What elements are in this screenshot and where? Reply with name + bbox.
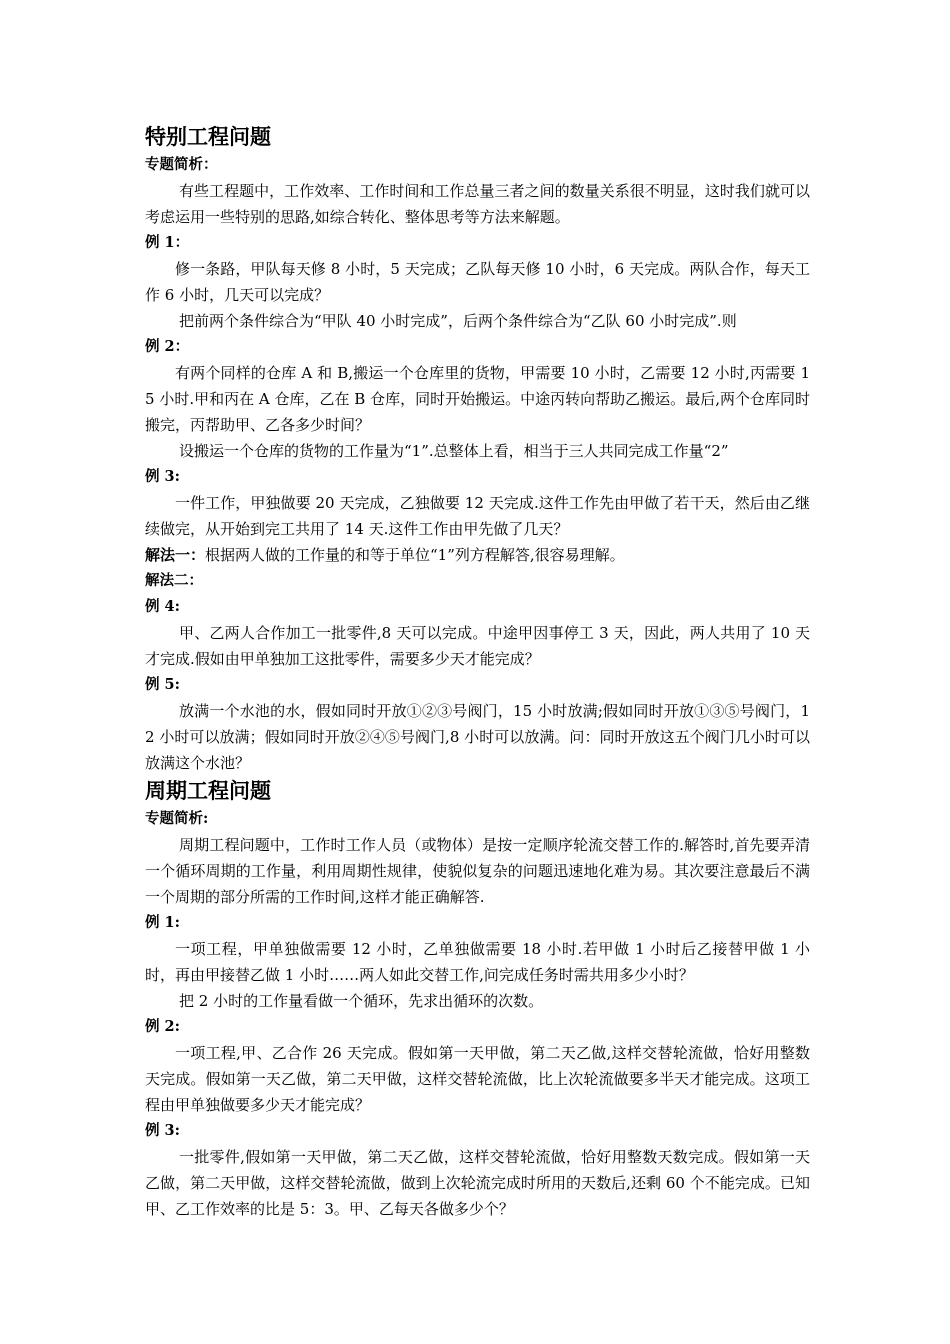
example-5-text: 放满一个水池的水，假如同时开放①②③号阀门，15 小时放满;假如同时开放①③⑤号阀门，12 小时可以放满；假如同时开放②④⑤号阀门,8 小时可以放满。问：同时开放这五个阀门几小时可以放满这个水池？ (145, 702, 810, 772)
example-5-label: 例 5: (145, 676, 180, 693)
periodic-analysis-text: 周期工程问题中，工作时工作人员（或物体）是按一定顺序轮流交替工作的.解答时,首先要弄清一个循环周期的工作量，利用周期性规律，使貌似复杂的问题迅速地化难为易。其次要注意最后不满一个周期的部分所需的工作时间,这样才能正确解答. (145, 836, 810, 906)
example-3-text: 一件工作，甲独做要 20 天完成，乙独做要 12 天完成.这件工作先由甲做了若干天，然后由乙继续做完，从开始到完工共用了 14 天.这件工作由甲先做了几天？ (145, 494, 810, 538)
example-4-text: 甲、乙两人合作加工一批零件,8 天可以完成。中途甲因事停工 3 天，因此，两人共用了 10 天才完成.假如由甲单独加工这批零件，需要多少天才能完成？ (145, 624, 810, 668)
example-1-label: 例 1： (145, 234, 190, 251)
example-4-label: 例 4: (145, 598, 180, 615)
analysis-label: 专题简析： (145, 156, 218, 173)
section-title-periodic: 周期工程问题 (145, 779, 271, 803)
periodic-example-1-label: 例 1: (145, 914, 180, 931)
periodic-example-2-text: 一项工程,甲、乙合作 26 天完成。假如第一天甲做，第二天乙做,这样交替轮流做，恰好用整数天完成。假如第一天乙做，第二天甲做，这样交替轮流做，比上次轮流做要多半天才能完成。这项工程由甲单独做要多少天才能完成？ (145, 1044, 810, 1114)
example-2-text: 有两个同样的仓库 A 和 B,搬运一个仓库里的货物，甲需要 10 小时，乙需要 12 小时,丙需要 15 小时.甲和丙在 A 仓库，乙在 B 仓库，同时开始搬运。中途丙转向帮助乙搬运。最后,两个仓库同时搬完，丙帮助甲、乙各多少时间？ (145, 364, 810, 434)
periodic-example-1-hint: 把 2 小时的工作量看做一个循环，先求出循环的次数。 (179, 992, 544, 1010)
method-2-label: 解法二： (145, 572, 203, 589)
document-page (145, 122, 810, 1222)
example-1-text: 修一条路，甲队每天修 8 小时，5 天完成；乙队每天修 10 小时，6 天完成。两队合作，每天工作 6 小时，几天可以完成？ (145, 260, 810, 304)
periodic-example-1-text: 一项工程，甲单独做需要 12 小时，乙单独做需要 18 小时.若甲做 1 小时后乙接替甲做 1 小时，再由甲接替乙做 1 小时……两人如此交替工作,问完成任务时需共用多少小时？ (145, 940, 810, 984)
method-1-label: 解法一： (145, 546, 206, 564)
analysis-text: 有些工程题中，工作效率、工作时间和工作总量三者之间的数量关系很不明显，这时我们就可以考虑运用一些特别的思路,如综合转化、整体思考等方法来解题。 (145, 182, 810, 226)
example-1-hint: 把前两个条件综合为“甲队 40 小时完成”，后两个条件综合为“乙队 60 小时完成”.则 (179, 312, 737, 330)
method-1 (145, 542, 810, 568)
example-3-label: 例 3: (145, 468, 180, 485)
periodic-analysis-label: 专题简析: (145, 810, 209, 827)
method-1-text: 根据两人做的工作量的和等于单位“1”列方程解答,很容易理解。 (205, 546, 625, 564)
section-title-special: 特别工程问题 (145, 125, 271, 149)
periodic-example-3-text: 一批零件,假如第一天甲做，第二天乙做，这样交替轮流做，恰好用整数天数完成。假如第一天乙做，第二天甲做，这样交替轮流做，做到上次轮流完成时所用的天数后,还剩 60 个不能完成。已知甲、乙工作效率的比是 5：3。甲、乙每天各做多少个？ (145, 1148, 810, 1218)
example-2-hint: 设搬运一个仓库的货物的工作量为“1”.总整体上看，相当于三人共同完成工作量“2” (179, 442, 729, 460)
periodic-example-2-label: 例 2: (145, 1018, 180, 1035)
example-2-label: 例 2： (145, 338, 190, 355)
periodic-example-3-label: 例 3: (145, 1122, 180, 1139)
